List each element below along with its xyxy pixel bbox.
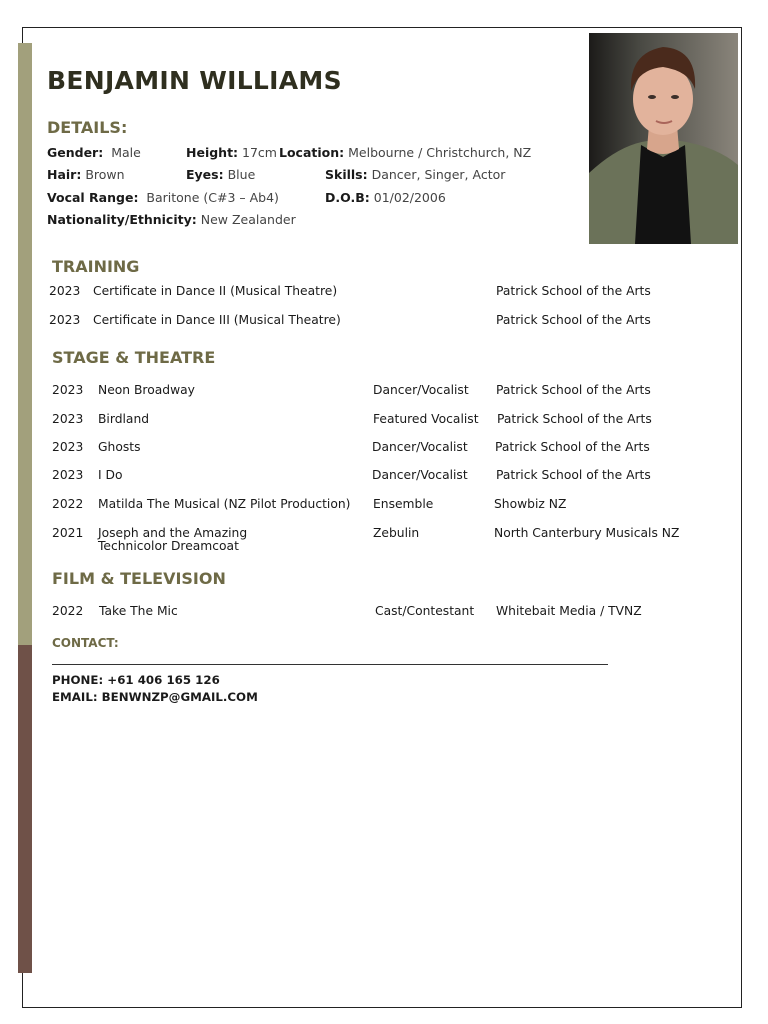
stage-year: 2023 bbox=[52, 440, 84, 454]
detail-gender bbox=[47, 145, 141, 160]
hair-value: Brown bbox=[85, 167, 125, 182]
training-org: Patrick School of the Arts bbox=[496, 313, 651, 327]
gender-label: Gender: bbox=[47, 145, 104, 160]
stage-org: North Canterbury Musicals NZ bbox=[494, 526, 680, 540]
stage-title: Birdland bbox=[98, 412, 150, 426]
stage-role: Zebulin bbox=[373, 526, 420, 540]
training-title: Certificate in Dance III (Musical Theatre) bbox=[93, 313, 341, 327]
film-television-heading: FILM & TELEVISION bbox=[52, 569, 226, 588]
stage-title: Neon Broadway bbox=[98, 383, 195, 397]
dob-value: 01/02/2006 bbox=[373, 190, 446, 205]
stage-role: Featured Vocalist bbox=[373, 412, 479, 426]
contact-divider bbox=[52, 664, 608, 665]
detail-location bbox=[279, 145, 531, 160]
nationality-label: Nationality/Ethnicity: bbox=[47, 212, 197, 227]
stage-org: Patrick School of the Arts bbox=[495, 440, 650, 454]
location-value: Melbourne / Christchurch, NZ bbox=[348, 145, 532, 160]
detail-hair bbox=[47, 167, 125, 182]
stage-org: Patrick School of the Arts bbox=[496, 468, 651, 482]
eyes-label: Eyes: bbox=[186, 167, 224, 182]
detail-vocal-range bbox=[47, 190, 279, 205]
stage-title: Ghosts bbox=[98, 440, 141, 454]
gender-value: Male bbox=[111, 145, 141, 160]
training-heading: TRAINING bbox=[52, 257, 140, 276]
stage-title: Joseph and the Amazing bbox=[98, 526, 248, 540]
training-year: 2023 bbox=[49, 313, 81, 327]
stage-year: 2021 bbox=[52, 526, 84, 540]
stage-year: 2023 bbox=[52, 468, 84, 482]
training-year: 2023 bbox=[49, 284, 81, 298]
detail-dob bbox=[325, 190, 446, 205]
stage-role: Ensemble bbox=[373, 497, 434, 511]
location-label: Location: bbox=[279, 145, 345, 160]
film-title: Take The Mic bbox=[99, 604, 178, 618]
stage-org: Patrick School of the Arts bbox=[496, 383, 651, 397]
stage-role: Dancer/Vocalist bbox=[372, 468, 468, 482]
detail-nationality bbox=[47, 212, 296, 227]
film-role: Cast/Contestant bbox=[375, 604, 475, 618]
accent-bar-top bbox=[18, 43, 32, 645]
person-name: BENJAMIN WILLIAMS bbox=[47, 66, 342, 95]
details-heading: DETAILS: bbox=[47, 118, 128, 137]
dob-label: D.O.B: bbox=[325, 190, 370, 205]
stage-theatre-heading: STAGE & THEATRE bbox=[52, 348, 216, 367]
contact-phone: PHONE: +61 406 165 126 bbox=[52, 673, 220, 687]
stage-title: I Do bbox=[98, 468, 123, 482]
stage-role: Dancer/Vocalist bbox=[372, 440, 468, 454]
stage-title: Matilda The Musical (NZ Pilot Production) bbox=[98, 497, 351, 511]
stage-year: 2022 bbox=[52, 497, 84, 511]
stage-role: Dancer/Vocalist bbox=[373, 383, 469, 397]
stage-org: Patrick School of the Arts bbox=[497, 412, 652, 426]
accent-bar-bottom bbox=[18, 645, 32, 973]
film-org: Whitebait Media / TVNZ bbox=[496, 604, 642, 618]
stage-year: 2023 bbox=[52, 412, 84, 426]
vocal-range-label: Vocal Range: bbox=[47, 190, 139, 205]
nationality-value: New Zealander bbox=[200, 212, 296, 227]
hair-label: Hair: bbox=[47, 167, 82, 182]
vocal-range-value: Baritone (C#3 – Ab4) bbox=[146, 190, 279, 205]
stage-year: 2023 bbox=[52, 383, 84, 397]
height-value: 17cm bbox=[242, 145, 277, 160]
height-label: Height: bbox=[186, 145, 239, 160]
detail-height bbox=[186, 145, 277, 160]
eyes-value: Blue bbox=[227, 167, 256, 182]
stage-org: Showbiz NZ bbox=[494, 497, 567, 511]
training-title: Certificate in Dance II (Musical Theatre) bbox=[93, 284, 338, 298]
detail-skills bbox=[325, 167, 505, 182]
training-org: Patrick School of the Arts bbox=[496, 284, 651, 298]
film-year: 2022 bbox=[52, 604, 84, 618]
detail-eyes bbox=[186, 167, 255, 182]
skills-value: Dancer, Singer, Actor bbox=[371, 167, 506, 182]
skills-label: Skills: bbox=[325, 167, 368, 182]
contact-email: EMAIL: BENWNZP@GMAIL.COM bbox=[52, 690, 258, 704]
contact-heading: CONTACT: bbox=[52, 636, 119, 650]
headshot-photo bbox=[589, 33, 738, 244]
stage-title-line2: Technicolor Dreamcoat bbox=[98, 539, 239, 553]
